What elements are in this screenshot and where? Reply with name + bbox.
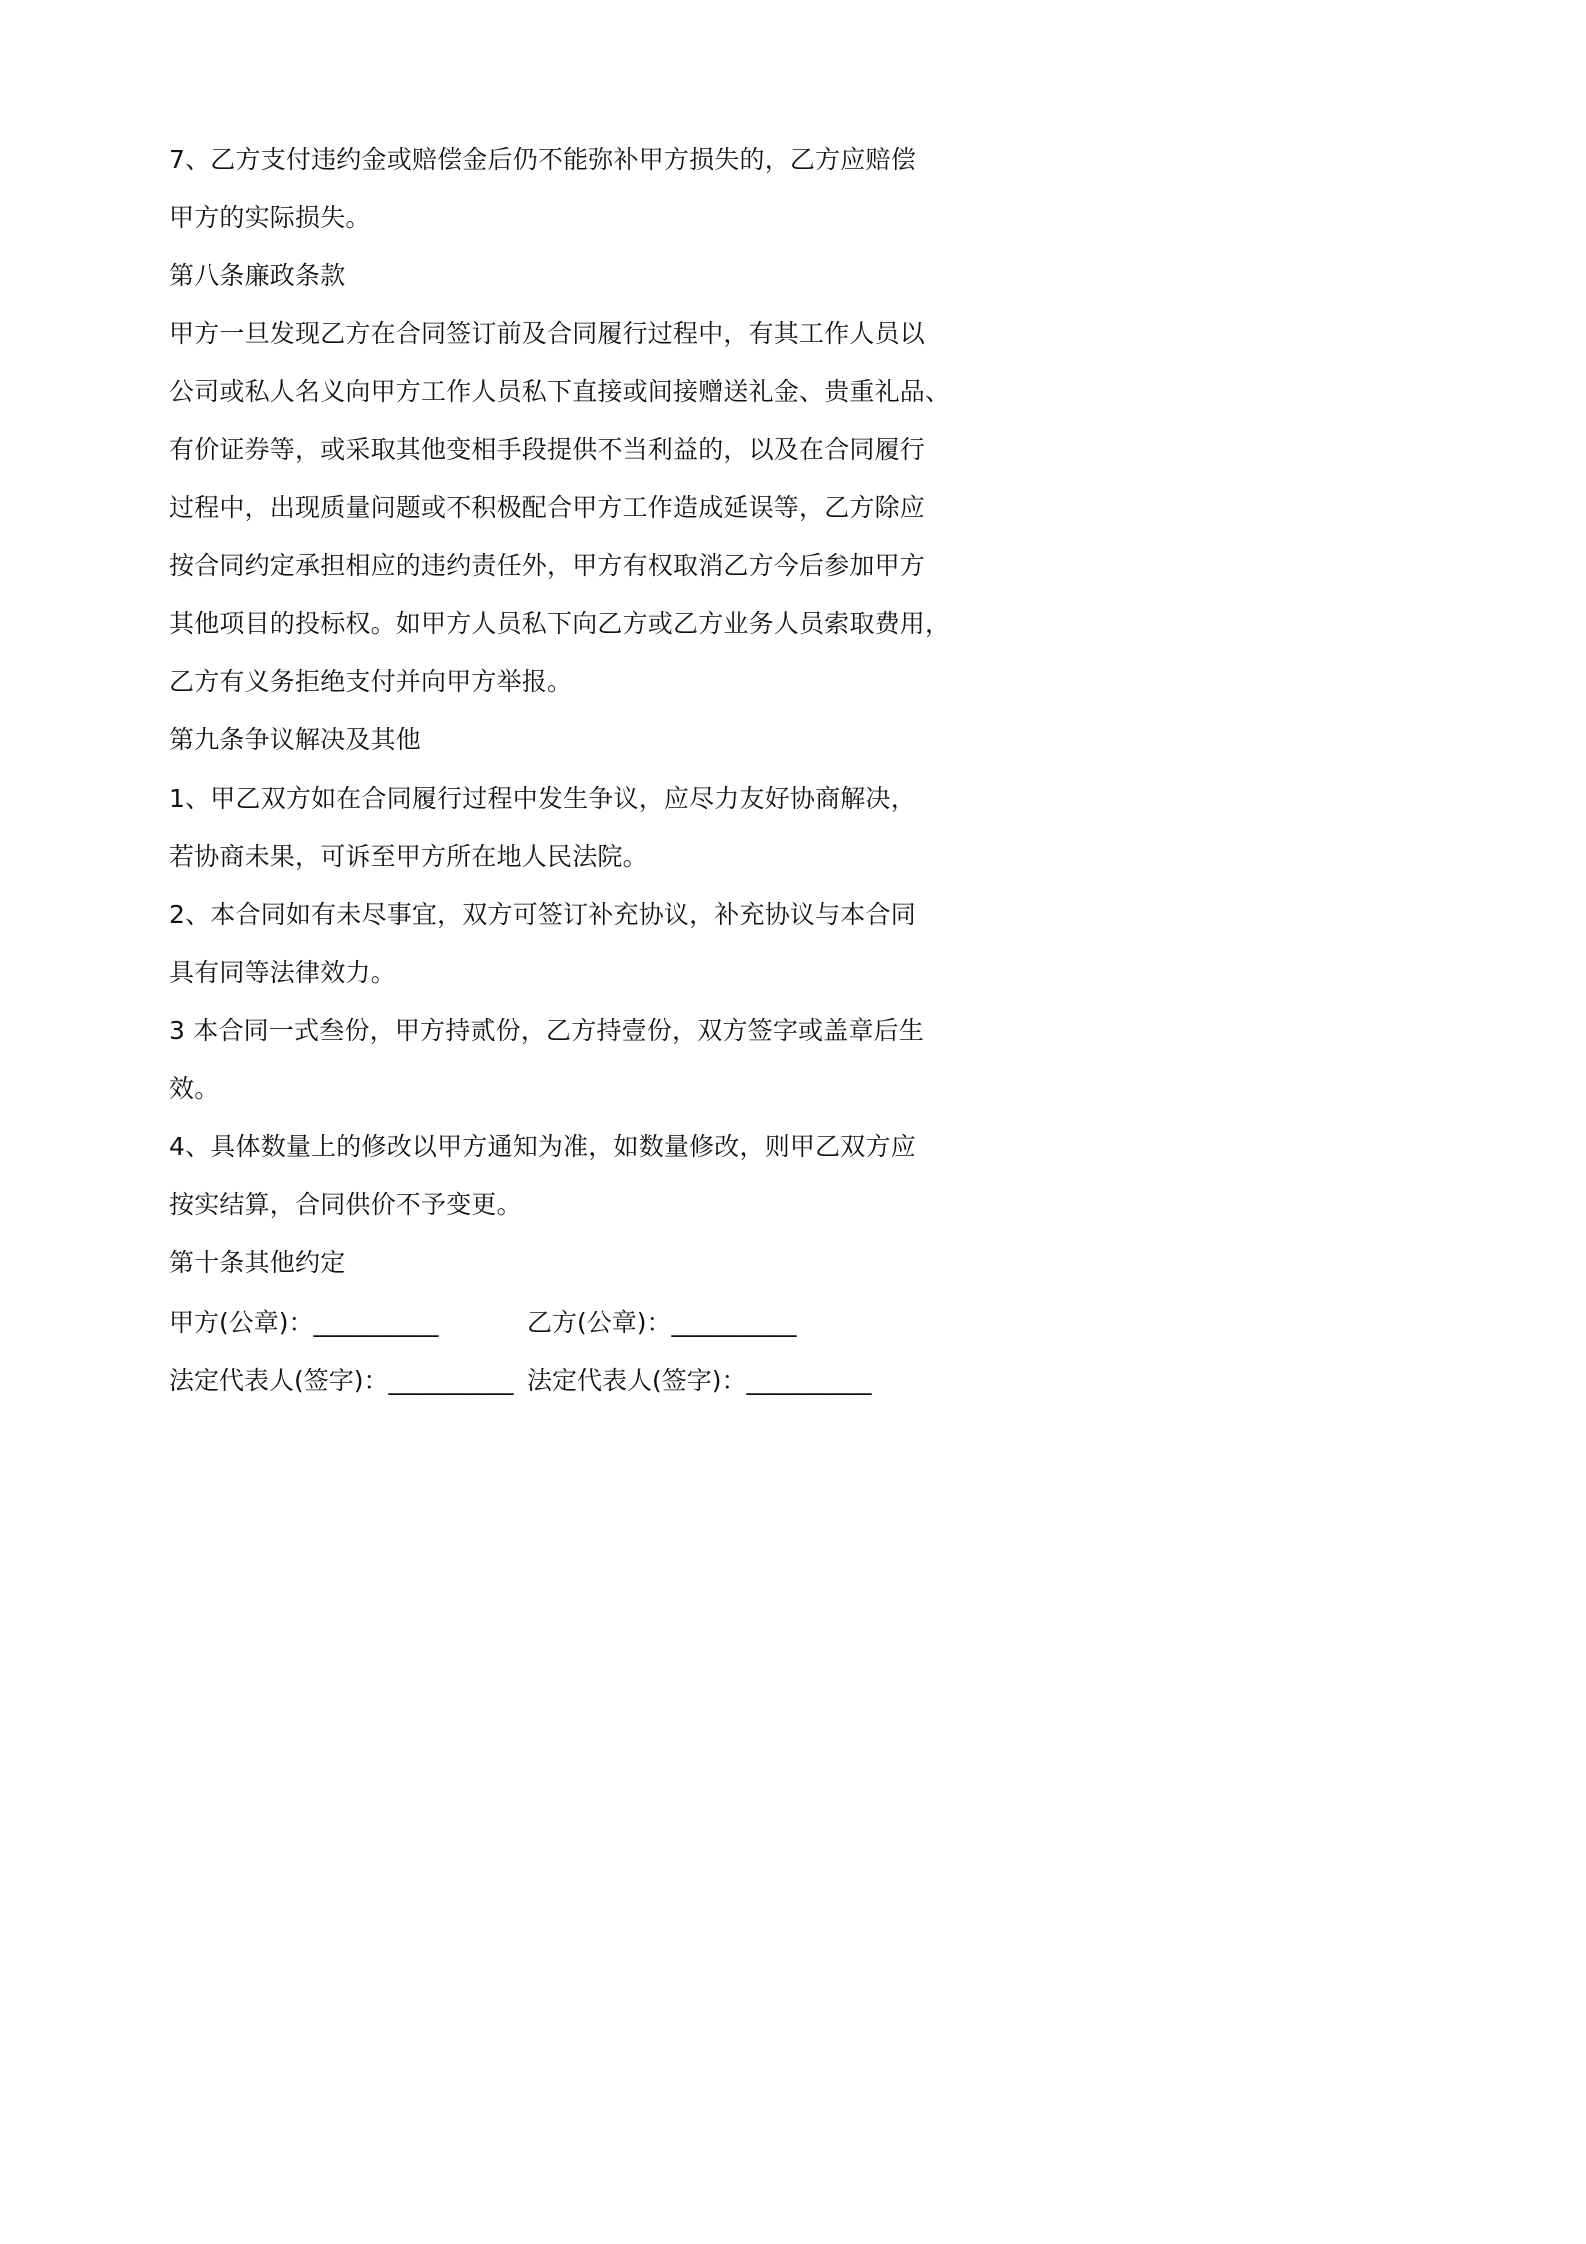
party-a-seal-field: 甲方(公章)：__________	[169, 1308, 439, 1337]
section-8-paragraph-line-2: 公司或私人名义向甲方工作人员私下直接或间接赠送礼金、贵重礼品、	[169, 377, 951, 406]
section-8-paragraph-line-3: 有价证券等，或采取其他变相手段提供不当利益的，以及在合同履行	[169, 435, 926, 464]
section-8-paragraph-line-7: 乙方有义务拒绝支付并向甲方举报。	[169, 667, 573, 696]
clause-7-line-2: 甲方的实际损失。	[169, 203, 371, 232]
section-9-item-2-line-1: 2、本合同如有未尽事宜，双方可签订补充协议，补充协议与本合同	[169, 900, 916, 929]
section-8-paragraph-line-6: 其他项目的投标权。如甲方人员私下向乙方或乙方业务人员索取费用，	[169, 609, 951, 638]
document-page	[0, 0, 1104, 1562]
section-9-item-3-line-1: 3 本合同一式叁份，甲方持贰份，乙方持壹份，双方签字或盖章后生	[169, 1016, 925, 1045]
section-9-heading: 第九条争议解决及其他	[169, 725, 422, 754]
party-a-representative-field: 法定代表人(签字)：__________	[169, 1366, 514, 1395]
clause-7-line-1: 7、乙方支付违约金或赔偿金后仍不能弥补甲方损失的，乙方应赔偿	[169, 145, 916, 174]
section-9-item-3-line-2: 效。	[169, 1074, 220, 1103]
party-b-seal-field: 乙方(公章)：__________	[527, 1308, 797, 1337]
section-9-item-1-line-1: 1、甲乙双方如在合同履行过程中发生争议，应尽力友好协商解决，	[169, 784, 916, 813]
section-9-item-2-line-2: 具有同等法律效力。	[169, 958, 396, 987]
section-8-heading: 第八条廉政条款	[169, 261, 346, 290]
section-8-paragraph-line-5: 按合同约定承担相应的违约责任外，甲方有权取消乙方今后参加甲方	[169, 551, 926, 580]
section-10-heading: 第十条其他约定	[169, 1248, 346, 1277]
section-8-paragraph-line-1: 甲方一旦发现乙方在合同签订前及合同履行过程中，有其工作人员以	[169, 319, 926, 348]
section-9-item-1-line-2: 若协商未果，可诉至甲方所在地人民法院。	[169, 842, 648, 871]
section-9-item-4-line-2: 按实结算，合同供价不予变更。	[169, 1190, 522, 1219]
section-9-item-4-line-1: 4、具体数量上的修改以甲方通知为准，如数量修改，则甲乙双方应	[169, 1132, 916, 1161]
section-8-paragraph-line-4: 过程中，出现质量问题或不积极配合甲方工作造成延误等，乙方除应	[169, 493, 926, 522]
party-b-representative-field: 法定代表人(签字)：__________	[527, 1366, 872, 1395]
